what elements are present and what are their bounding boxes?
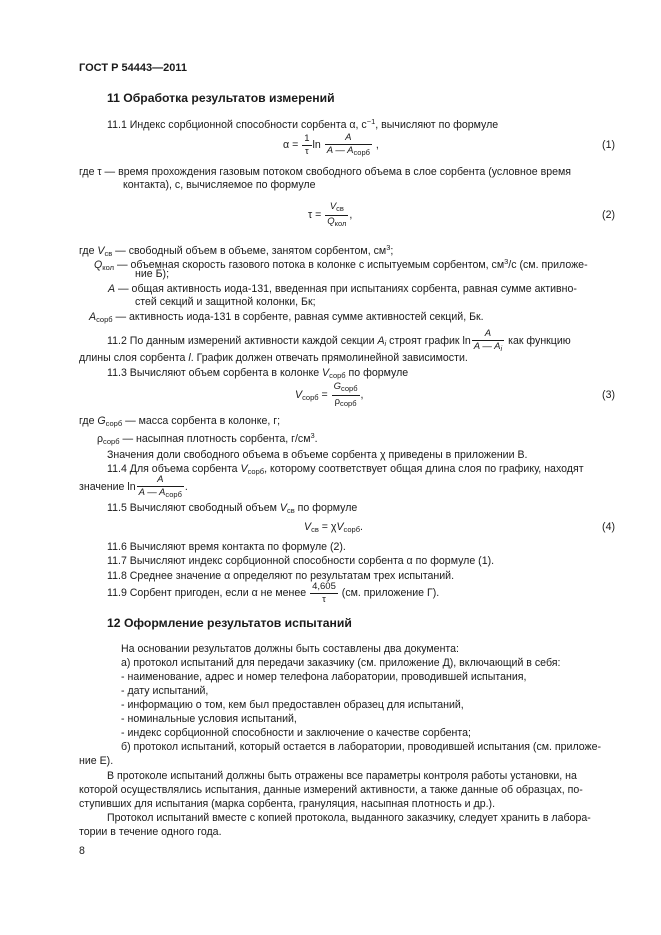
clause-11-2-line1: 11.2 По данным измерений активности каждой секции $A_i$ строят график ln $\frac{A}{A — A_i}$ как функцию bbox=[107, 327, 571, 353]
formula-1-number: (1) bbox=[602, 139, 615, 151]
def-rhosorb: $\rho_{сорб}$ — насыпная плотность сорбента, $г/см^3$. bbox=[97, 431, 318, 446]
tau-definition-line2: контакта), с, вычисляемое по формуле bbox=[123, 179, 316, 191]
def-gsorb: где $G_{сорб}$ — масса сорбента в колонке, г; bbox=[79, 415, 281, 428]
s12-line: В протоколе испытаний должны быть отражены все параметры контроля работы установки, на bbox=[107, 770, 577, 782]
def-asorb: $A_{сорб}$ — активность иода-131 в сорбенте, равная сумме активностей секций, Бк. bbox=[89, 311, 484, 324]
s12-line: Протокол испытаний вместе с копией протокола, выданного заказчику, следует хранить в лабора- bbox=[107, 812, 591, 824]
s12-line: а) протокол испытаний для передачи заказчику (см. приложение Д), включающий в себя: bbox=[121, 657, 561, 669]
clause-11-1: 11.1 Индекс сорбционной способности сорбента α, $с^{-1}$, вычисляют по формуле bbox=[107, 117, 499, 131]
clause-11-6: 11.6 Вычисляют время контакта по формуле (2). bbox=[107, 541, 346, 553]
formula-3: $V_{сорб}$ = $\frac{G_{сорб}}{\rho_{сорб}}$ , bbox=[295, 380, 364, 408]
tau-definition-line1: где τ — время прохождения газовым потоком свободного объема в слое сорбента (условное время bbox=[79, 166, 572, 178]
s12-line: ние Е). bbox=[79, 755, 114, 767]
document-id: ГОСТ Р 54443—2011 bbox=[79, 62, 187, 74]
s12-line: которой осуществлялись испытания, данные измерений активности, а также данные об образцах, по- bbox=[79, 784, 583, 796]
s12-line: - наименование, адрес и номер телефона лаборатории, проводившей испытания, bbox=[121, 671, 527, 683]
s12-line: - дату испытаний, bbox=[121, 685, 209, 697]
def-a-line2: стей секций и защитной колонки, Бк; bbox=[135, 296, 316, 308]
formula-4: $V_{св} = \chi V_{сорб}$. bbox=[304, 521, 363, 534]
clause-11-8: 11.8 Среднее значение α определяют по результатам трех испытаний. bbox=[107, 570, 455, 582]
page-number: 8 bbox=[79, 845, 85, 857]
s12-line: тории в течение одного года. bbox=[79, 826, 222, 838]
clause-11-7: 11.7 Вычисляют индекс сорбционной способности сорбента α по формуле (1). bbox=[107, 555, 495, 567]
s12-line: На основании результатов должны быть составлены два документа: bbox=[121, 643, 459, 655]
section-11-title: 11 Обработка результатов измерений bbox=[107, 91, 335, 105]
def-qkol-line1: $Q_{кол}$ — объемная скорость газового потока в колонке с испытуемым сорбентом, $см^3/с$ (см. приложе- bbox=[94, 257, 588, 272]
formula-2-number: (2) bbox=[602, 209, 615, 221]
s12-line: ступивших для испытания (марка сорбента, грануляция, насыпная плотность и др.). bbox=[79, 798, 496, 810]
clause-11-4-line1: 11.4 Для объема сорбента $V_{сорб}$, которому соответствует общая длина слоя по графику, находят bbox=[107, 463, 584, 476]
clause-11-2-line2: длины слоя сорбента l. График должен отвечать прямолинейной зависимости. bbox=[79, 352, 468, 364]
s12-line: б) протокол испытаний, который остается в лаборатории, проводившей испытания (см. приложе- bbox=[121, 741, 602, 753]
formula-2: τ = $\frac{V_{св}}{Q_{кол}}$ , bbox=[308, 200, 353, 228]
s12-line: - номинальные условия испытаний, bbox=[121, 713, 297, 725]
clause-11-4-line2: значение ln $\frac{A}{A — A_{сорб}}$ . bbox=[79, 473, 188, 499]
s12-line: - индекс сорбционной способности и заключение о качестве сорбента; bbox=[121, 727, 471, 739]
def-a-line1: A — общая активность иода-131, введенная при испытаниях сорбента, равная сумме активно- bbox=[108, 283, 577, 295]
section-12-title: 12 Оформление результатов испытаний bbox=[107, 616, 352, 630]
s12-line: - информацию о том, кем был предоставлен образец для испытаний, bbox=[121, 699, 464, 711]
formula-1: α = $\frac{1}{\tau}$ ln $\frac{A}{A — A_{сорб}}$ , bbox=[283, 131, 379, 157]
formula-4-number: (4) bbox=[602, 521, 615, 533]
clause-11-3: 11.3 Вычисляют объем сорбента в колонке $V_{сорб}$ по формуле bbox=[107, 367, 409, 380]
chi-note: Значения доли свободного объема в объеме сорбента χ приведены в приложении В. bbox=[107, 449, 528, 461]
clause-11-9: 11.9 Сорбент пригоден, если α не менее $\frac{4,605}{\tau}$ (см. приложение Г). bbox=[107, 580, 440, 605]
clause-11-5: 11.5 Вычисляют свободный объем $V_{св}$ по формуле bbox=[107, 502, 358, 515]
formula-3-number: (3) bbox=[602, 389, 615, 401]
def-vsv: где $V_{св}$ — свободный объем в объеме, занятом сорбентом, $см^3$; bbox=[79, 243, 394, 258]
def-qkol-line2: ние Б); bbox=[135, 268, 170, 280]
